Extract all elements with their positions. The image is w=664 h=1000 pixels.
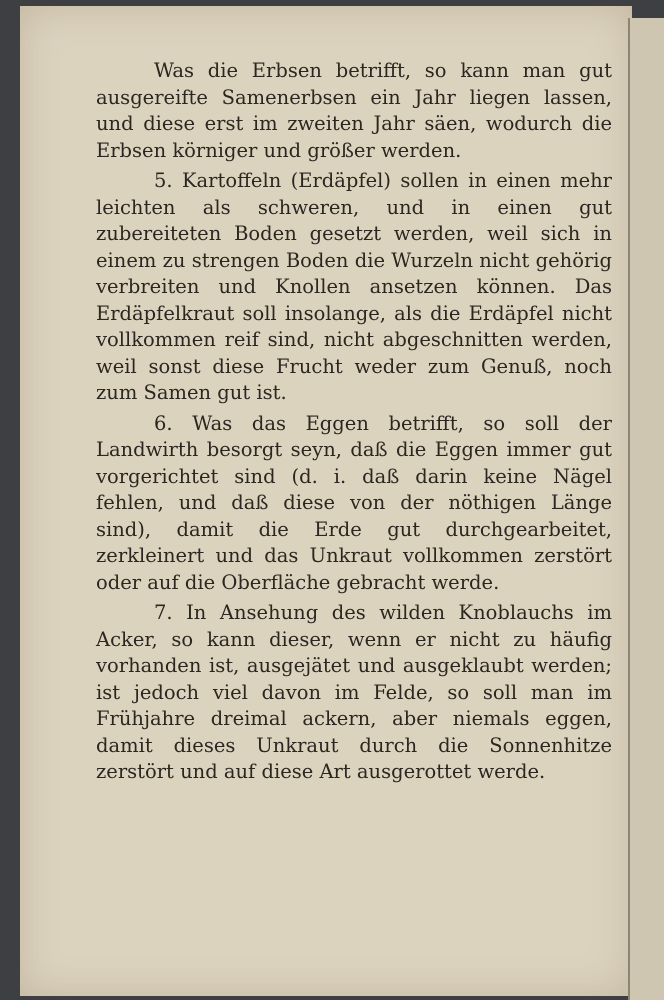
- paragraph-6-eggen: 6. Was das Eggen betrifft, so soll der Landwirth besorgt seyn, daß die Eggen immer gut vorgerichtet sind (d. i. daß darin keine Nägel fehlen, und daß diese von der nöthigen Länge sind), damit die Erde gut durchgearbeitet, zerkleinert und das Unkraut vollkommen zerstört oder auf die Oberfläche gebracht werde.: [96, 411, 612, 594]
- paragraph-5-kartoffeln: 5. Kartoffeln (Erdäpfel) sollen in einen mehr leichten als schweren, und in einen gut zubereiteten Boden gesetzt werden, weil sich in einem zu strengen Boden die Wurzeln nicht gehörig verbreiten und Knollen ansetzen können. Das Erdäpfelkraut soll insolange, als die Erdäpfel nicht vollkommen reif sind, nicht abgeschnitten werden, weil sonst diese Frucht weder zum Genuß, noch zum Samen gut ist.: [96, 169, 612, 404]
- paragraph-7-knoblauch: 7. In Ansehung des wilden Knoblauchs im Acker, so kann dieser, wenn er nicht zu häufig vorhanden ist, ausgejätet und ausgeklaubt werden; ist jedoch viel davon im Felde, so soll man im Frühjahre dreimal ackern, aber niemals eggen, damit dieses Unkraut durch die Sonnenhitze zerstört und auf diese Art ausgerottet werde.: [96, 601, 612, 783]
- paragraph-erbsen: Was die Erbsen betrifft, so kann man gut ausgereifte Samenerbsen ein Jahr liegen lassen, und diese erst im zweiten Jahr säen, wodurch die Erbsen körniger und größer werden.: [96, 59, 612, 162]
- page-text: [96, 58, 612, 790]
- adjacent-page-edge: [628, 18, 664, 1000]
